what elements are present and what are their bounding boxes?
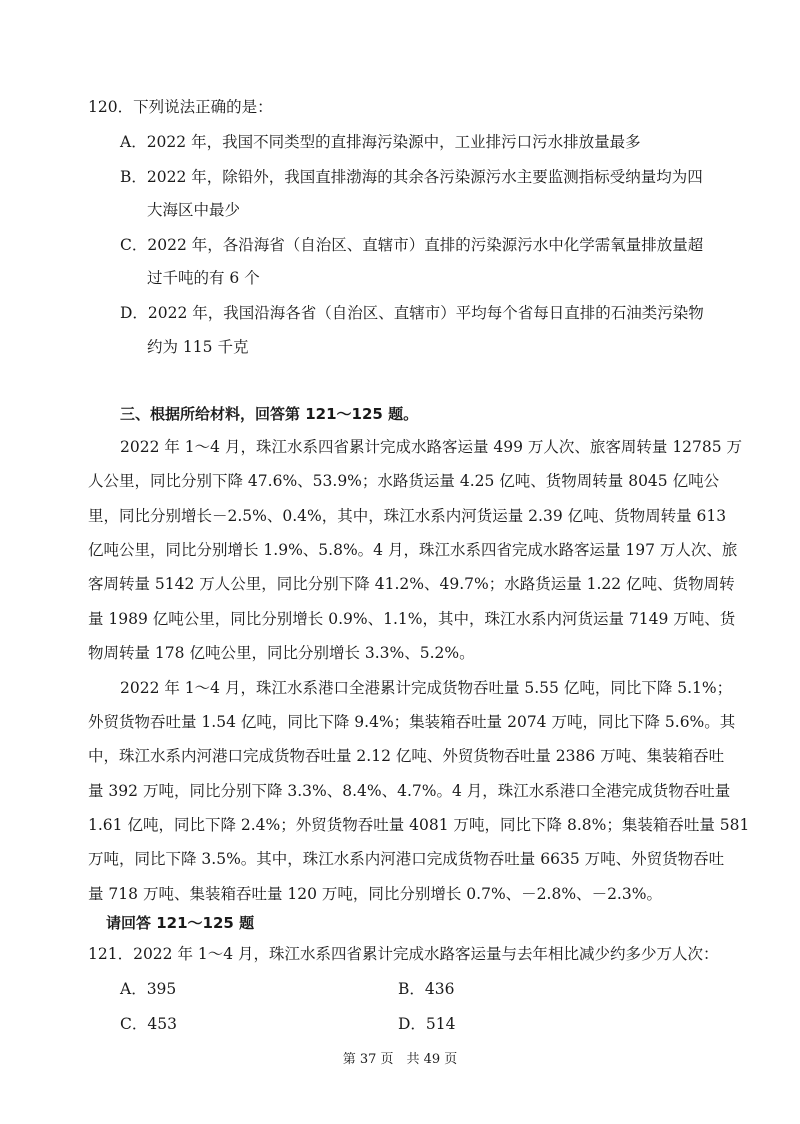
paragraph-2-line: 量 718 万吨、集装箱吞吐量 120 万吨，同比分别增长 0.7%、－2.8%、－2.3%。 [88,885,662,903]
paragraph-1-line: 亿吨公里，同比分别增长 1.9%、5.8%。4 月，珠江水系四省完成水路客运量 197 万人次、旅 [88,541,738,559]
question-120-option-b: B．2022 年，除铅外，我国直排渤海的其余各污染源污水主要监测指标受纳量均为四 [120,168,703,186]
paragraph-2-line: 2022 年 1～4 月，珠江水系港口全港累计完成货物吞吐量 5.55 亿吨，同比下降 5.1%； [120,679,733,697]
paragraph-2-line: 万吨，同比下降 3.5%。其中，珠江水系内河港口完成货物吞吐量 6635 万吨、外贸货物吞吐 [88,850,725,868]
paragraph-2-line: 外贸货物吞吐量 1.54 亿吨，同比下降 9.4%；集装箱吞吐量 2074 万吨，同比下降 5.6%。其 [88,713,736,731]
question-121-stem: 121．2022 年 1～4 月，珠江水系四省累计完成水路客运量与去年相比减少约多少万人次： [88,945,719,963]
question-121-option-a: A．395 [120,980,177,998]
question-120-option-c: C．2022 年，各沿海省（自治区、直辖市）直排的污染源污水中化学需氧量排放量超 [120,236,704,254]
question-120-option-d: D．2022 年，我国沿海各省（自治区、直辖市）平均每个省每日直排的石油类污染物 [120,304,704,322]
paragraph-2-line: 量 392 万吨，同比分别下降 3.3%、8.4%、4.7%。4 月，珠江水系港口全港完成货物吞吐量 [88,782,731,800]
section-3-heading: 三、根据所给材料，回答第 121～125 题。 [120,405,419,423]
question-120-option-d-continued: 约为 115 千克 [147,338,249,356]
page-footer: 第 37 页 共 49 页 [342,1052,458,1067]
question-120-option-c-continued: 过千吨的有 6 个 [147,269,260,287]
question-121-option-b: B．436 [398,980,455,998]
paragraph-1-line: 客周转量 5142 万人公里，同比分别下降 41.2%、49.7%；水路货运量 1.22 亿吨、货物周转 [88,575,735,593]
paragraph-1-line: 2022 年 1～4 月，珠江水系四省累计完成水路客运量 499 万人次、旅客周转量 12785 万 [120,438,743,456]
question-120-stem: 120．下列说法正确的是： [88,98,273,116]
question-121-option-d: D．514 [398,1015,456,1033]
paragraph-1-line: 量 1989 亿吨公里，同比分别增长 0.9%、1.1%，其中，珠江水系内河货运量 7149 万吨、货 [88,610,736,628]
question-121-option-c: C．453 [120,1015,177,1033]
subheading: 请回答 121～125 题 [106,914,255,932]
paragraph-1-line: 里，同比分别增长－2.5%、0.4%，其中，珠江水系内河货运量 2.39 亿吨、货物周转量 613 [88,507,727,525]
paragraph-1-line: 物周转量 178 亿吨公里，同比分别增长 3.3%、5.2%。 [88,644,475,662]
question-120-option-a: A．2022 年，我国不同类型的直排海污染源中，工业排污口污水排放量最多 [120,133,641,151]
paragraph-2-line: 中，珠江水系内河港口完成货物吞吐量 2.12 亿吨、外贸货物吞吐量 2386 万吨、集装箱吞吐 [88,747,725,765]
question-120-option-b-continued: 大海区中最少 [147,201,241,219]
paragraph-2-line: 1.61 亿吨，同比下降 2.4%；外贸货物吞吐量 4081 万吨，同比下降 8.8%；集装箱吞吐量 581 [88,816,750,834]
paragraph-1-line: 人公里，同比分别下降 47.6%、53.9%；水路货运量 4.25 亿吨、货物周转量 8045 亿吨公 [88,472,720,490]
